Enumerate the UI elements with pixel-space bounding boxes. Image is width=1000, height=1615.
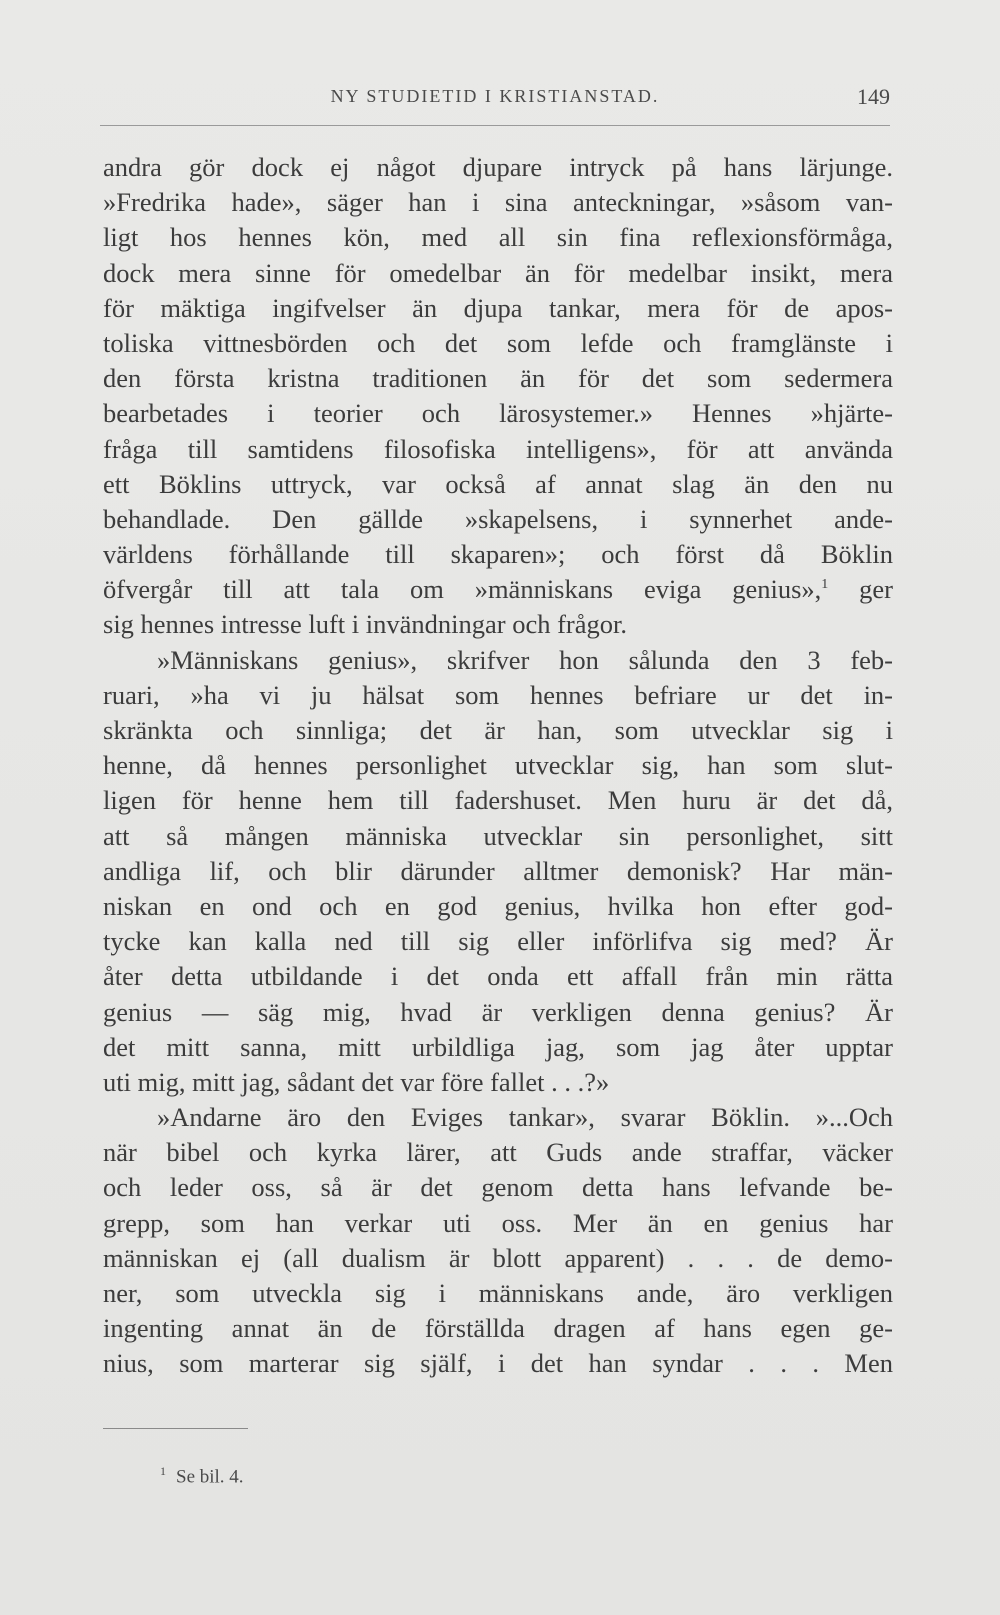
text-line: ett Böklins uttryck, var också af annat slag än den nu (103, 468, 893, 499)
footnote-marker: 1 (160, 1464, 166, 1478)
text-line: när bibel och kyrka lärer, att Guds ande straffar, väcker (103, 1137, 893, 1168)
text-line-with-footnote-ref (103, 572, 893, 607)
text-line: att så mången människa utvecklar sin personlighet, sitt (103, 820, 893, 851)
text-line: niskan en ond och en god genius, hvilka hon efter god- (103, 890, 893, 921)
text-line: för mäktiga ingifvelser än djupa tankar, mera för de apos- (103, 292, 893, 323)
paragraph-start-line: »Människans genius», skrifver hon sålunda den 3 feb- (157, 644, 893, 675)
text-line: världens förhållande till skaparen»; och först då Böklin (103, 539, 893, 570)
text-line: det mitt sanna, mitt urbildliga jag, som jag åter upptar (103, 1031, 893, 1062)
text-line: bearbetades i teorier och lärosystemer.» Hennes »hjärte- (103, 398, 893, 429)
text-line: skränkta och sinnliga; det är han, som utvecklar sig i (103, 715, 893, 745)
text-fragment: öfvergår till att tala om »människans eviga genius», (103, 574, 822, 605)
text-line: andliga lif, och blir därunder alltmer demonisk? Har män- (103, 855, 893, 886)
text-line: ner, som utveckla sig i människans ande, äro verkligen (103, 1278, 893, 1308)
text-line: människan ej (all dualism är blott apparent) . . . de demo- (103, 1242, 893, 1273)
text-line: ingenting annat än de förställda dragen af hans egen ge- (103, 1313, 893, 1344)
text-line: grepp, som han verkar uti oss. Mer än en genius har (103, 1207, 893, 1238)
text-line: ruari, »ha vi ju hälsat som hennes befriare ur det in- (103, 679, 893, 710)
text-line: sig hennes intresse luft i invändningar och frågor. (103, 609, 627, 640)
body-text (103, 150, 893, 1382)
page-number: 149 (857, 84, 890, 109)
text-line: fråga till samtidens filosofiska intelligens», för att använda (103, 433, 893, 464)
text-line: toliska vittnesbörden och det som lefde och framglänste i (103, 327, 893, 358)
text-line: dock mera sinne för omedelbar än för medelbar insikt, mera (103, 257, 893, 288)
header-rule (100, 125, 890, 126)
footnote-ref: 1 (821, 577, 829, 593)
text-line: genius — säg mig, hvad är verkligen denna genius? Är (103, 996, 893, 1027)
text-line: ligen för henne hem till fadershuset. Men huru är det då, (103, 785, 893, 816)
text-line: andra gör dock ej något djupare intryck på hans lärjunge. (103, 152, 893, 182)
footnote-rule (103, 1428, 248, 1429)
text-line: den första kristna traditionen än för det som sedermera (103, 363, 893, 394)
footnote-text: Se bil. 4. (176, 1466, 244, 1488)
text-line: ligt hos hennes kön, med all sin fina reflexionsförmåga, (103, 222, 893, 253)
text-line: nius, som marterar sig själf, i det han syndar . . . Men (103, 1348, 893, 1379)
text-line: henne, då hennes personlighet utvecklar sig, han som slut- (103, 750, 893, 781)
text-line: »Fredrika hade», säger han i sina anteckningar, »såsom van- (103, 187, 893, 218)
text-line: tycke kan kalla ned till sig eller införlifva sig med? Är (103, 926, 893, 957)
text-line: uti mig, mitt jag, sådant det var före fallet . . .?» (103, 1066, 610, 1097)
running-head (100, 84, 890, 114)
footnote (160, 1464, 244, 1488)
text-line: och leder oss, så är det genom detta hans lefvande be- (103, 1172, 893, 1203)
text-fragment: ger (859, 574, 893, 605)
text-line: åter detta utbildande i det onda ett affall från min rätta (103, 961, 893, 992)
running-title: NY STUDIETID I KRISTIANSTAD. (330, 86, 660, 106)
text-line: behandlade. Den gällde »skapelsens, i synnerhet ande- (103, 503, 893, 534)
paragraph-start-line: »Andarne äro den Eviges tankar», svarar Böklin. »...Och (157, 1102, 893, 1133)
